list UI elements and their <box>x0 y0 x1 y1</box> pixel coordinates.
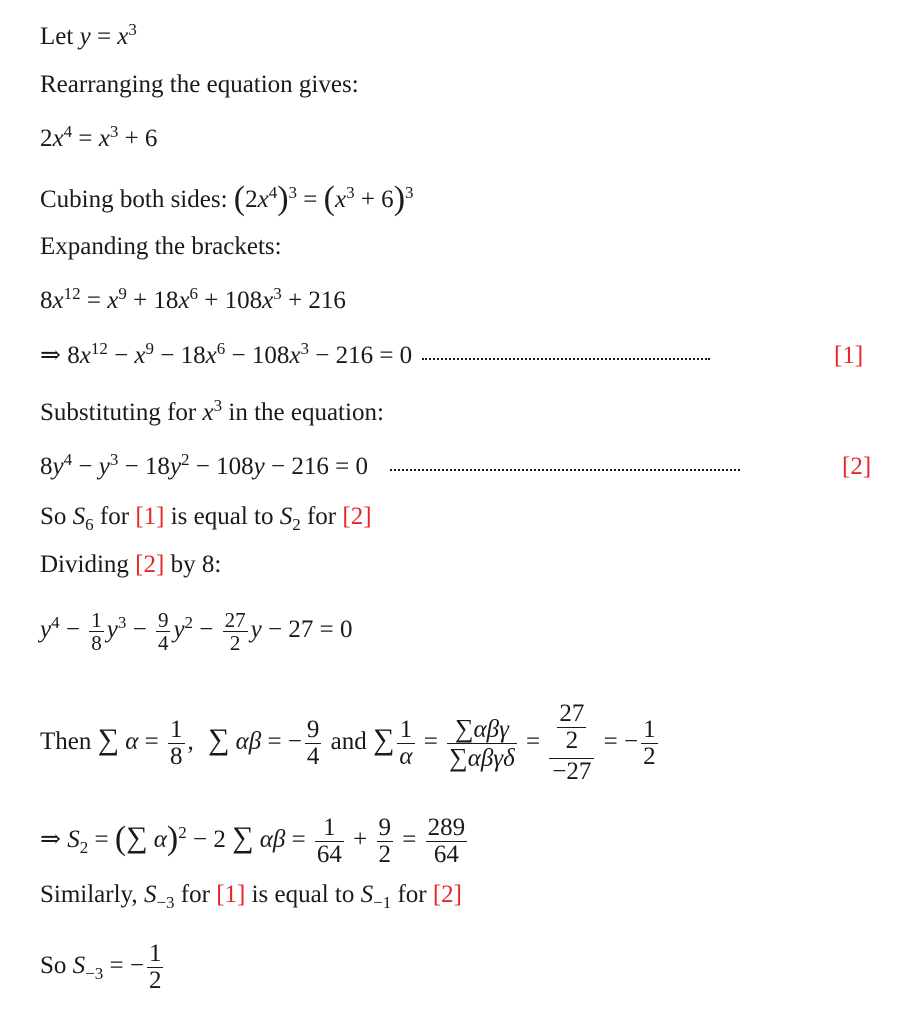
fraction-one-sixty-fourth: $\frac{1}{64}$ <box>316 813 342 868</box>
equation-monic: $y^4$ − $\frac{1}{8}$ $y^3$ − $\frac{9}{4}$ $y^2$ − $\frac{27}{2}$ y − 27 = 0 <box>40 607 353 655</box>
fraction-sum-alpha: $\frac{1}{8}$ <box>170 715 183 770</box>
fraction-one-eighth: $\frac{1}{8}$ <box>91 607 102 655</box>
line-dividing: Dividing [2] by 8: <box>40 551 222 578</box>
fraction-ratio-of-sums: $\frac{\text{∑αβγ}}{\text{∑αβγδ}}$ <box>449 713 515 772</box>
line-expanding: Expanding the brackets: <box>40 233 282 260</box>
equation-rearranged: $2x^4 = x^3 + 6$ <box>40 121 158 152</box>
fraction-nine-quarters: $\frac{9}{4}$ <box>157 607 169 655</box>
equation-expanded: $8x^{12} = x^9 + 18x^6 + 108x^3 + 216$ <box>40 283 346 314</box>
line-so-s-minus-3: So $S_{-3}$ = − $\frac{1}{2}$ <box>40 939 162 994</box>
fraction-sum-alpha-beta: $\frac{9}{4}$ <box>306 715 320 770</box>
line-cubing: Cubing both sides: $(2x^4)^3 = (x^3 + 6)^3$ <box>40 180 414 217</box>
line-so-s6: So $S_6$ for [1] is equal to $S_2$ for [2] <box>40 503 372 534</box>
fraction-nine-halves: $\frac{9}{2}$ <box>378 813 392 868</box>
equation-label-2: [2] <box>842 453 872 480</box>
equation-label-1: [1] <box>834 342 864 369</box>
equation-two: $8y^4 - y^3 - 18y^2 - 108y - 216 = 0$ <box>40 452 746 482</box>
line-then-sums: Then ∑ α = $\frac{1}{8}$ , ∑ αβ = − $\frac{9}{4}$ and ∑ $\frac{1}{\alpha}$ = $\frac{\text{∑αβγ}}{\text{∑αβγδ}}$ = $\frac{\frac{27}{2}}{-27}$ = − $\frac{1}{2}$ <box>40 699 656 786</box>
line-similarly: Similarly, $S_{-3}$ for [1] is equal to $S_{-1}$ for [2] <box>40 881 463 912</box>
line-rearranging: Rearranging the equation gives: <box>40 71 359 98</box>
line-let-y: Let $y = x^3$ <box>40 19 137 50</box>
equation-one: ⇒ $8x^{12} - x^9 - 18x^6 - 108x^3 - 216 = 0$ <box>40 341 716 371</box>
fraction-minus-half: $\frac{1}{2}$ <box>643 715 656 770</box>
fraction-289-64: $\frac{289}{64}$ <box>427 813 466 868</box>
fraction-twenty-seven-halves: $\frac{27}{2}$ <box>224 607 246 655</box>
fraction-reciprocal-alpha: $\frac{1}{\alpha}$ <box>399 715 413 770</box>
line-substituting: Substituting for $x^3$ in the equation: <box>40 395 384 426</box>
fraction-compound: $\frac{\frac{27}{2}}{-27}$ <box>549 701 594 786</box>
fraction-final-minus-half: $\frac{1}{2}$ <box>148 939 162 994</box>
equation-s2: ⇒ $S_2$ = (∑ α)$^2$ − 2 ∑ αβ = $\frac{1}{64}$ + $\frac{9}{2}$ = $\frac{289}{64}$ <box>40 813 466 868</box>
